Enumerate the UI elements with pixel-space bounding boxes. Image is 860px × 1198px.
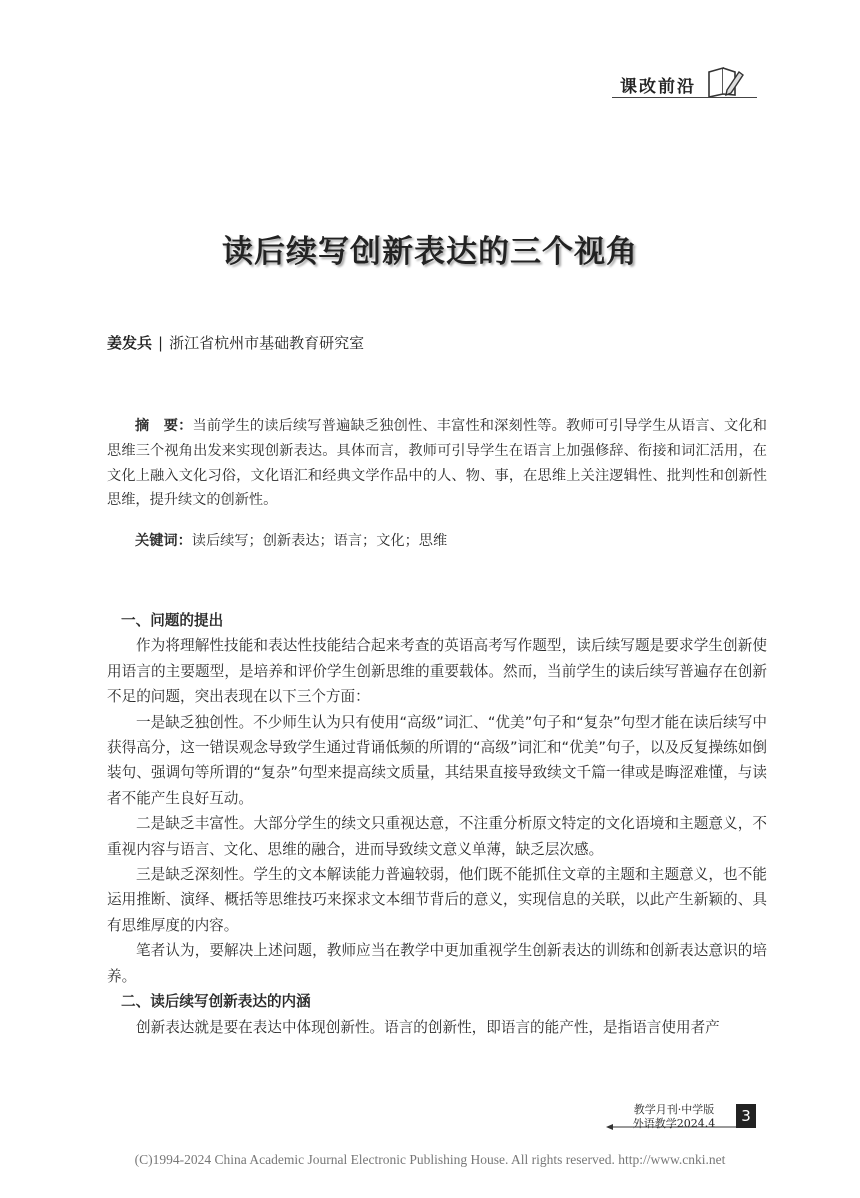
section-heading: 二、读后续写创新表达的内涵 [121, 993, 311, 1011]
article-title: 读后续写创新表达的三个视角 [222, 234, 638, 270]
journal-issue: 外语教学2024.4 [632, 1117, 716, 1130]
copyright-notice: (C)1994-2024 China Academic Journal Electronic Publishing House. All rights reserved. http://www.cnki.net [134, 1152, 726, 1167]
paragraph: 二是缺乏丰富性。大部分学生的续文只重视达意，不注重分析原文特定的文化语境和主题意义，不重视内容与语言、文化、思维的融合，进而导致续文意义单薄，缺乏层次感。 [107, 815, 767, 858]
paragraph: 一是缺乏独创性。不少师生认为只有使用“高级”词汇、“优美”句子和“复杂”句型才能在读后续写中获得高分，这一错误观念导致学生通过背诵低频的所谓的“高级”词汇和“优美”句子，以及反复操练如倒装句、强调句等所谓的“复杂”句型来提高续文质量，其结果直接导致续文千篇一律或是晦涩难懂，与读者不能产生良好互动。 [107, 713, 767, 807]
page-number: 3 [736, 1104, 756, 1128]
section-tag: 课改前沿 [620, 77, 696, 97]
article-body [107, 608, 767, 1040]
book-pencil-icon [705, 64, 745, 98]
section-heading: 一、问题的提出 [121, 612, 224, 629]
author-affiliation: 浙江省杭州市基础教育研究室 [169, 334, 365, 352]
byline [107, 332, 364, 353]
header-rule [612, 97, 757, 98]
arrow-left-icon [606, 1123, 736, 1131]
keywords-text: 读后续写；创新表达；语言；文化；思维 [191, 533, 448, 549]
keywords [135, 530, 775, 550]
abstract-label: 摘 要： [135, 418, 193, 434]
abstract-text: 当前学生的读后续写普遍缺乏独创性、丰富性和深刻性等。教师可引导学生从语言、文化和思维三个视角出发来实现创新表达。具体而言，教师可引导学生在语言上加强修辞、衔接和词汇活用，在文化上融入文化习俗，文化语汇和经典文学作品中的人、物、事，在思维上关注逻辑性、批判性和创新性思维，提升续文的创新性。 [107, 418, 767, 509]
abstract [107, 414, 767, 513]
paragraph: 创新表达就是要在表达中体现创新性。语言的创新性，即语言的能产性，是指语言使用者产 [136, 1018, 720, 1036]
paragraph: 三是缺乏深刻性。学生的文本解读能力普遍较弱，他们既不能抓住文章的主题和主题意义，也不能运用推断、演绎、概括等思维技巧来探求文本细节背后的意义，实现信息的关联，以此产生新颖的、具有思维厚度的内容。 [107, 866, 767, 934]
keywords-label: 关键词： [135, 533, 192, 549]
author-name: 姜发兵 [107, 334, 153, 352]
paragraph: 作为将理解性技能和表达性技能结合起来考查的英语高考写作题型，读后续写题是要求学生创新使用语言的主要题型，是培养和评价学生创新思维的重要载体。然而，当前学生的读后续写普遍存在创新不足的问题，突出表现在以下三个方面： [107, 637, 767, 706]
byline-separator: | [158, 334, 164, 352]
journal-name: 教学月刊·中学版 [633, 1103, 715, 1116]
paragraph: 笔者认为，要解决上述问题，教师应当在教学中更加重视学生创新表达的训练和创新表达意识的培养。 [107, 942, 767, 985]
